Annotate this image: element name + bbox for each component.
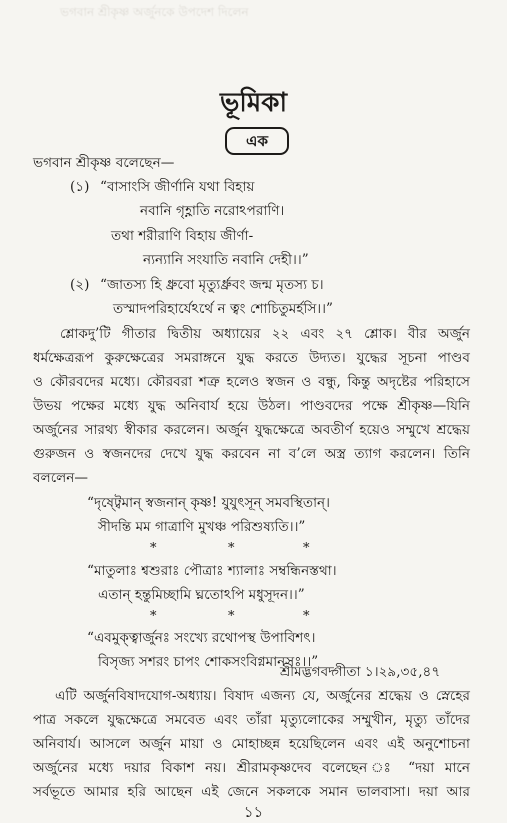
verse1-line3: তথা শরীরাণি বিহায় জীর্ণা- (111, 228, 254, 244)
paragraph2-line: সর্বভূতে আমার হরি আছেন এই জেনে সকলকে সমান ভালবাসা। দয়া আর (33, 784, 470, 800)
paragraph1-line: ও কৌরবদের মধ্যে। কৌরবরা শত্রু হলেও স্বজন ও বন্ধু, কিন্তু অদৃষ্টের পরিহাসে (33, 374, 470, 390)
paragraph1-line: গুরুজন ও স্বজনদের দেখে যুদ্ধ করবেন না ব’লে অস্ত্র ত্যাগ করলেন। তিনি (33, 446, 470, 462)
quote2-line2: এতান্ হন্তুমিচ্ছামি ঘ্নতোঽপি মধুসূদন।।” (98, 587, 305, 603)
paragraph1-line: ধর্মক্ষেত্ররূপ কুরুক্ষেত্রের সমরাঙ্গনে যুদ্ধ করতে উদ্যত। যুদ্ধের সূচনা পাণ্ডব (33, 350, 470, 366)
verse2-line1: “জাতস্য হি ধ্রুবো মৃত্যুর্ধ্রুবং জন্ম মৃতস্য চ। (100, 277, 324, 293)
paragraph1-line: বললেন— (33, 470, 88, 486)
page-title: ভূমিকা (220, 88, 287, 118)
paragraph1-line: অর্জুনের সারথ্য স্বীকার করলেন। অর্জুন যুদ্ধক্ষেত্রে অবতীর্ণ হয়েও সম্মুখে শ্রদ্ধেয় (33, 422, 470, 438)
page-number: ১১ (243, 803, 264, 821)
verse2-line2: তস্মাদপরিহার্যেঽর্থে ন ত্বং শোচিতুমর্হসি।।” (113, 301, 333, 317)
verse2-number: (২) (70, 277, 90, 293)
citation: শ্রীমদ্ভগবদ্গীতা ১।২৯,৩৫,৪৭ (280, 664, 441, 680)
quote1-line2: সীদন্তি মম গাত্রাণি মুখঞ্চ পরিশুষ্যতি।।” (98, 519, 306, 535)
verse1-line4: ন্যন্যানি সংযাতি নবানি দেহী।।” (143, 252, 309, 268)
verse1-number: (১) (70, 179, 90, 195)
bleed-through-text: ভগবান শ্রীকৃষ্ণ অর্জুনকে উপদেশ দিলেন (60, 5, 249, 19)
paragraph2-line: পাত্র সকলে যুদ্ধক্ষেত্রে সমবেত এবং তাঁরা মৃত্যুলোকের সম্মুখীন, মৃত্যু তাঁদের (33, 712, 470, 728)
separator-star: * (303, 541, 310, 556)
separator-star: * (303, 609, 310, 624)
paragraph1-line: শ্লোকদু’টি গীতার দ্বিতীয় অধ্যায়ের ২২ এবং ২৭ শ্লোক। বীর অর্জুন (60, 326, 470, 342)
quote1-line1: “দৃষ্ট্বেমান্ স্বজনান্ কৃষ্ণ! যুযুৎসূন্ সমবস্থিতান্। (87, 495, 331, 511)
separator-star: * (150, 609, 157, 624)
quote3-line1: “এবমুক্ত্বার্জুনঃ সংখ্যে রথোপস্থ উপাবিশৎ। (87, 630, 316, 646)
separator-star: * (228, 609, 235, 624)
paragraph2-line: অর্জুনের মধ্যে দয়ার বিকাশ নয়। শ্রীরামকৃষ্ণদেব বলেছেন ঃ “দয়া মানে (33, 760, 470, 776)
separator-star: * (150, 541, 157, 556)
quote2-line1: “মাতুলাঃ শ্বশুরাঃ পৌত্রাঃ শ্যালাঃ সম্বন্ধিনস্তথা। (87, 563, 337, 579)
paragraph1-line: উভয় পক্ষের মধ্যে যুদ্ধ অনিবার্য হয়ে উঠল। পাণ্ডবদের পক্ষে শ্রীকৃষ্ণ—যিনি (33, 398, 470, 414)
paragraph2-line: অনিবার্য। আসলে অর্জুন মায়া ও মোহাচ্ছন্ন হয়েছিলেন এবং এই অনুশোচনা (33, 736, 470, 752)
separator-star: * (228, 541, 235, 556)
intro-line: ভগবান শ্রীকৃষ্ণ বলেছেন— (33, 155, 175, 171)
paragraph2-line: এটি অর্জুনবিষাদযোগ-অধ্যায়। বিষাদ এজন্য যে, অর্জুনের শ্রদ্ধেয় ও স্নেহের (55, 688, 470, 704)
verse1-line2: নবানি গৃহ্ণাতি নরোঽপরাণি। (140, 203, 285, 219)
verse1-line1: “বাসাংসি জীর্ণানি যথা বিহায় (100, 179, 255, 195)
chapter-label: এক (225, 127, 289, 155)
quote3-line2: বিসৃজ্য সশরং চাপং শোকসংবিগ্নমানসঃ।।” (98, 654, 319, 670)
